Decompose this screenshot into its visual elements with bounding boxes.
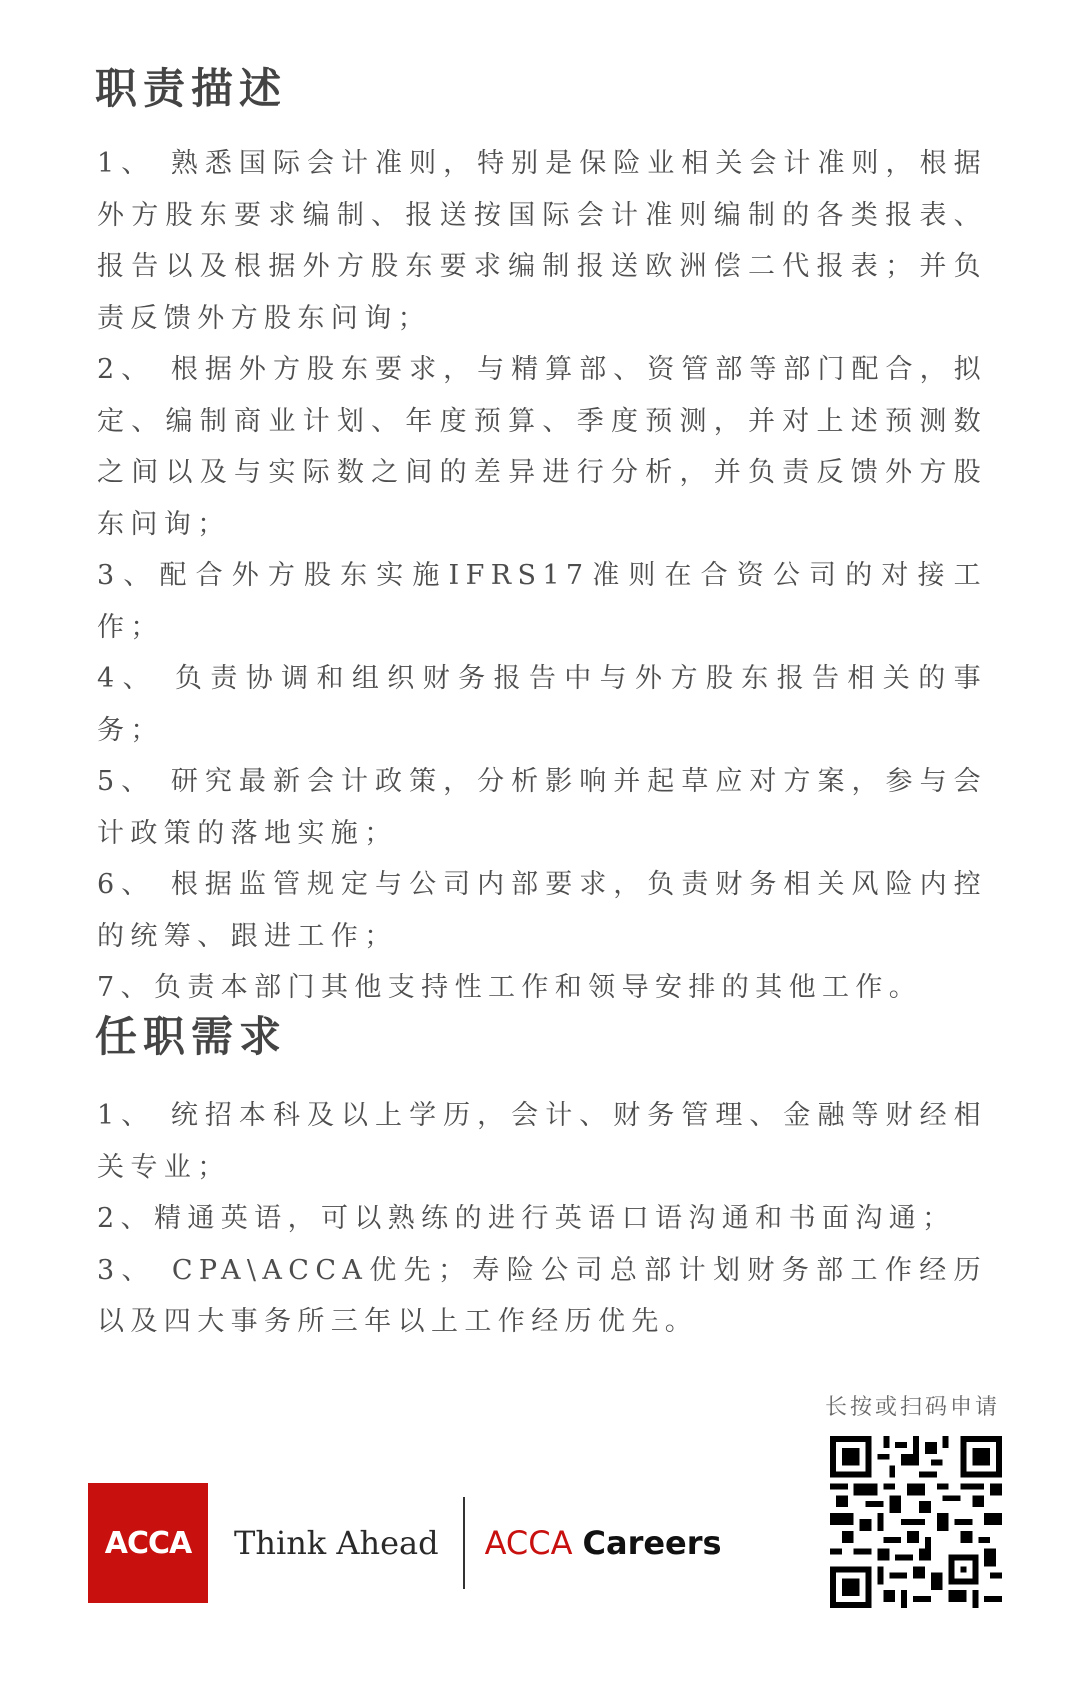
duty-item: 7、负责本部门其他支持性工作和领导安排的其他工作。 bbox=[97, 972, 923, 1003]
duty-item: 3、配合外方股东实施IFRS17准则在合资公司的对接工作； bbox=[97, 560, 987, 643]
logo-divider bbox=[463, 1497, 465, 1589]
requirement-item: 1、 统招本科及以上学历，会计、财务管理、金融等财经相关专业； bbox=[97, 1100, 987, 1183]
duty-item: 1、 熟悉国际会计准则，特别是保险业相关会计准则，根据外方股东要求编制、报送按国际会计准则编制的各类报表、报告以及根据外方股东要求编制报送欧洲偿二代报表；并负责反馈外方股东问询； bbox=[97, 148, 987, 334]
acca-logo-box: ACCA bbox=[88, 1483, 208, 1603]
requirement-item: 2、精通英语，可以熟练的进行英语口语沟通和书面沟通； bbox=[97, 1203, 956, 1234]
careers-brand: ACCA bbox=[484, 1524, 573, 1562]
qr-code-icon[interactable] bbox=[830, 1436, 1002, 1608]
requirements-title: 任职需求 bbox=[95, 1012, 288, 1061]
duties-title: 职责描述 bbox=[95, 64, 288, 113]
duty-item: 5、 研究最新会计政策，分析影响并起草应对方案，参与会计政策的落地实施； bbox=[97, 766, 987, 849]
acca-careers-logo bbox=[88, 1483, 722, 1603]
careers-word: Careers bbox=[582, 1524, 722, 1562]
qr-label: 长按或扫码申请 bbox=[825, 1395, 1001, 1420]
requirements-list bbox=[97, 1090, 987, 1348]
duties-list bbox=[97, 138, 987, 1014]
requirement-item: 3、 CPA\ACCA优先；寿险公司总部计划财务部工作经历以及四大事务所三年以上工作经历优先。 bbox=[97, 1254, 987, 1337]
tagline: Think Ahead bbox=[234, 1524, 439, 1562]
duty-item: 6、 根据监管规定与公司内部要求，负责财务相关风险内控的统筹、跟进工作； bbox=[97, 869, 987, 952]
duty-item: 2、 根据外方股东要求，与精算部、资管部等部门配合，拟定、编制商业计划、年度预算、季度预测，并对上述预测数之间以及与实际数之间的差异进行分析，并负责反馈外方股东问询； bbox=[97, 354, 987, 540]
duty-item: 4、 负责协调和组织财务报告中与外方股东报告相关的事务； bbox=[97, 663, 987, 746]
